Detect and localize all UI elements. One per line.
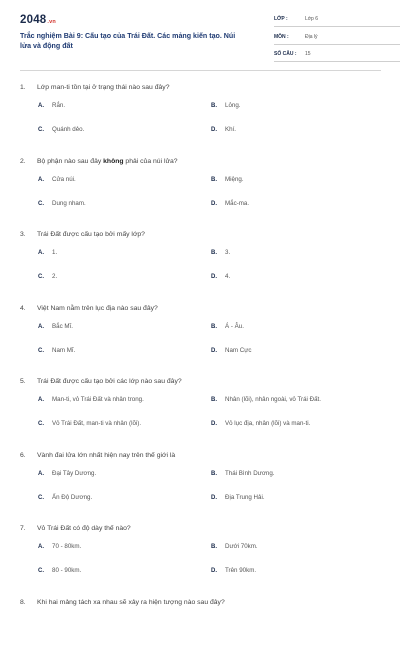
option-letter: A. [38,250,52,256]
question-text-part: Vành đai lửa lớn nhất hiện nay trên thế giới là [37,452,175,459]
question-line [20,452,381,468]
option-text: Địa Trung Hải. [225,494,265,501]
option-row [20,247,381,271]
option-text: Vỏ Trái Đất, man-ti và nhân (lõi). [52,420,141,427]
question-text [37,599,225,606]
option-letter: C. [38,421,52,427]
option-row [20,124,381,148]
question-item [20,452,381,526]
option-text: 4. [225,273,230,280]
answer-option[interactable] [38,249,57,256]
option-letter: C. [38,127,52,133]
option-text: 2. [52,273,57,280]
question-number: 2. [20,158,26,165]
option-letter: B. [211,177,225,183]
option-text: Nhân (lõi), nhân ngoài, vỏ Trái Đất. [225,396,321,403]
option-letter: C. [38,348,52,354]
option-text: Nam Cực [225,347,252,354]
option-letter: D. [211,495,225,501]
answer-option[interactable] [38,420,141,427]
question-line [20,525,381,541]
answer-option[interactable] [211,396,321,403]
question-text-part: Việt Nam nằm trên lục địa nào sau đây? [37,305,158,312]
option-letter: D. [211,568,225,574]
question-text-part: Trái Đất được cấu tạo bởi các lớp nào sau đây? [37,378,182,385]
option-text: Lỏng. [225,102,240,109]
option-letter: C. [38,568,52,574]
question-number: 5. [20,378,26,385]
option-row [20,394,381,418]
option-letter: B. [211,324,225,330]
answer-option[interactable] [211,102,240,109]
question-line [20,378,381,394]
option-letter: D. [211,421,225,427]
answer-option[interactable] [211,420,310,427]
answer-option[interactable] [211,347,252,354]
answer-option[interactable] [211,470,274,477]
question-text-part: Vỏ Trái Đất có độ dày thế nào? [37,525,131,532]
option-letter: B. [211,250,225,256]
question-text-part: phải của núi lửa? [124,158,178,165]
option-letter: A. [38,471,52,477]
option-row [20,321,381,345]
option-row [20,418,381,442]
header-divider [20,70,381,71]
quiz-header [20,0,381,72]
option-text: Khí. [225,126,236,133]
question-line [20,305,381,321]
answer-option[interactable] [38,470,96,477]
question-line [20,599,381,615]
meta-class-label: LỚP : [274,16,288,22]
question-text [37,231,145,238]
question-number: 3. [20,231,26,238]
site-logo[interactable] [20,14,56,26]
option-text: Man-ti, vỏ Trái Đất và nhân trong. [52,396,144,403]
quiz-meta [274,14,400,67]
option-text: Dung nham. [52,200,86,207]
answer-option[interactable] [211,249,230,256]
option-letter: C. [38,274,52,280]
option-text: Nam Mĩ. [52,347,75,354]
question-text [37,305,158,312]
question-number: 1. [20,84,26,91]
option-row [20,541,381,565]
option-letter: B. [211,397,225,403]
option-letter: C. [38,495,52,501]
option-letter: D. [211,274,225,280]
question-item [20,158,381,232]
option-text: Bắc Mĩ. [52,323,73,330]
option-row [20,100,381,124]
question-line [20,158,381,174]
option-letter: D. [211,127,225,133]
question-number: 7. [20,525,26,532]
answer-option[interactable] [211,126,236,133]
question-line [20,84,381,100]
question-text [37,158,178,165]
option-text: Miệng. [225,176,244,183]
meta-count-value: 15 [305,51,311,57]
option-text: Mắc-ma. [225,200,249,207]
question-number: 8. [20,599,26,606]
meta-subject-value: Địa lý [305,34,318,40]
option-row [20,468,381,492]
option-row [20,565,381,589]
answer-option[interactable] [211,543,258,550]
option-text: Vỏ lục địa, nhân (lõi) và man-ti. [225,420,310,427]
answer-option[interactable] [211,273,230,280]
option-text: 3. [225,249,230,256]
option-text: 70 - 80km. [52,543,81,550]
answer-option[interactable] [211,494,265,501]
question-item [20,599,381,672]
meta-subject-label: MÔN : [274,34,289,40]
meta-count-label: SỐ CÂU : [274,51,297,57]
meta-subject-row [274,32,400,45]
question-text [37,84,169,91]
answer-option[interactable] [38,347,75,354]
option-row [20,271,381,295]
option-text: Ấn Độ Dương. [52,494,92,501]
option-letter: A. [38,324,52,330]
option-letter: B. [211,544,225,550]
option-row [20,198,381,222]
meta-count-row [274,49,400,62]
option-text: Trên 90km. [225,567,256,574]
option-letter: D. [211,201,225,207]
option-letter: D. [211,348,225,354]
question-text-part: Khi hai mảng tách xa nhau sẽ xảy ra hiện tượng nào sau đây? [37,599,225,606]
question-text [37,525,131,532]
logo-suffix: .vn [47,19,56,25]
meta-class-value: Lớp 6 [305,16,318,22]
option-letter: B. [211,471,225,477]
question-item [20,378,381,452]
answer-option[interactable] [38,126,84,133]
answer-option[interactable] [38,396,144,403]
option-row [20,174,381,198]
option-text: Cửa núi. [52,176,76,183]
question-line [20,231,381,247]
answer-option[interactable] [211,200,249,207]
question-item [20,84,381,158]
option-row [20,492,381,516]
question-item [20,305,381,379]
option-letter: C. [38,201,52,207]
logo-main: 2048 [20,14,46,26]
option-text: Quánh dẻo. [52,126,84,133]
option-text: 1. [52,249,57,256]
option-letter: A. [38,544,52,550]
meta-class-row [274,14,400,27]
answer-option[interactable] [38,567,81,574]
option-text: Dưới 70km. [225,543,258,550]
quiz-title: Trắc nghiệm Bài 9: Cấu tạo của Trái Đất. Các mảng kiến tạo. Núi lửa và động đất [20,31,242,51]
question-number: 4. [20,305,26,312]
option-row [20,345,381,369]
option-text: Á - Âu. [225,323,244,330]
answer-option[interactable] [38,494,92,501]
answer-option[interactable] [38,200,86,207]
question-text-part: Trái Đất được cấu tạo bởi mấy lớp? [37,231,145,238]
answer-option[interactable] [38,176,76,183]
option-letter: A. [38,103,52,109]
question-number: 6. [20,452,26,459]
answer-option[interactable] [211,323,244,330]
answer-option[interactable] [211,176,244,183]
answer-option[interactable] [38,273,57,280]
question-text [37,378,182,385]
question-emphasis: không [103,158,123,165]
question-text-part: Lớp man-ti tồn tại ở trạng thái nào sau đây? [37,84,169,91]
option-text: Rắn. [52,102,65,109]
answer-option[interactable] [38,543,81,550]
option-letter: B. [211,103,225,109]
answer-option[interactable] [38,102,65,109]
question-item [20,525,381,599]
answer-option[interactable] [38,323,73,330]
option-text: 80 - 90km. [52,567,81,574]
option-letter: A. [38,177,52,183]
option-text: Thái Bình Dương. [225,470,274,477]
option-text: Đại Tây Dương. [52,470,96,477]
question-text-part: Bộ phận nào sau đây [37,158,103,165]
question-text [37,452,175,459]
question-item [20,231,381,305]
question-list [20,84,381,672]
answer-option[interactable] [211,567,256,574]
option-letter: A. [38,397,52,403]
